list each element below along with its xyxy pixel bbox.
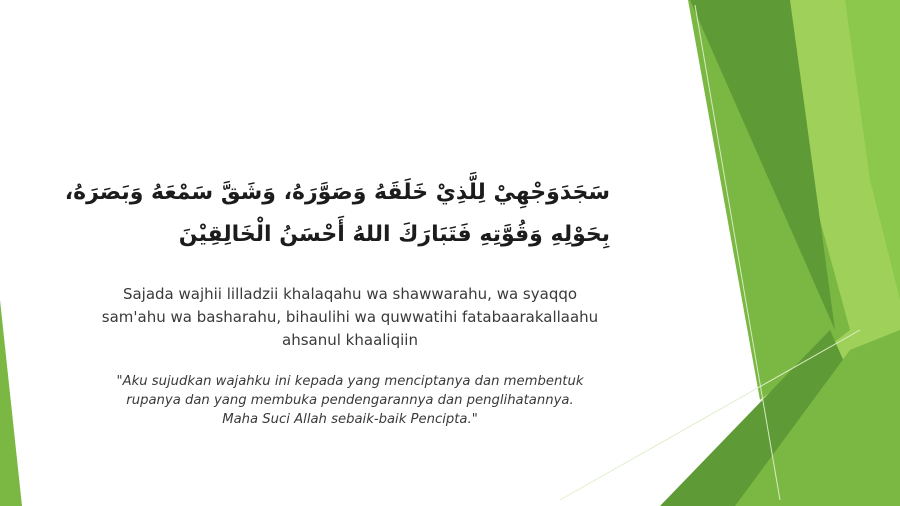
transliteration-line: Sajada wajhii lilladzii khalaqahu wa shawwarahu, wa syaqqo: [122, 285, 578, 303]
translation-text: [100, 372, 600, 429]
transliteration-text: [100, 283, 600, 352]
translation-line: Maha Suci Allah sebaik-baik Pencipta.": [222, 412, 478, 427]
arabic-line: بِحَوْلِهِ وَقُوَّتِهِ فَتَبَارَكَ اللهُ أَحْسَنُ الْخَالِقِيْنَ: [178, 222, 610, 247]
translation-line: rupanya dan yang membuka pendengarannya dan penglihatannya.: [126, 393, 574, 408]
transliteration-line: ahsanul khaaliqiin: [282, 331, 418, 349]
arabic-line: سَجَدَوَجْهِيْ لِلَّذِيْ خَلَقَهُ وَصَوَّرَهُ، وَشَقَّ سَمْعَهُ وَبَصَرَهُ،: [64, 180, 610, 205]
transliteration-line: sam'ahu wa basharahu, bihaulihi wa quwwatihi fatabaarakallaahu: [101, 308, 599, 326]
arabic-text: [64, 172, 610, 256]
facet-left-sliver: [0, 300, 22, 506]
translation-line: "Aku sujudkan wajahku ini kepada yang menciptanya dan membentuk: [116, 374, 584, 389]
